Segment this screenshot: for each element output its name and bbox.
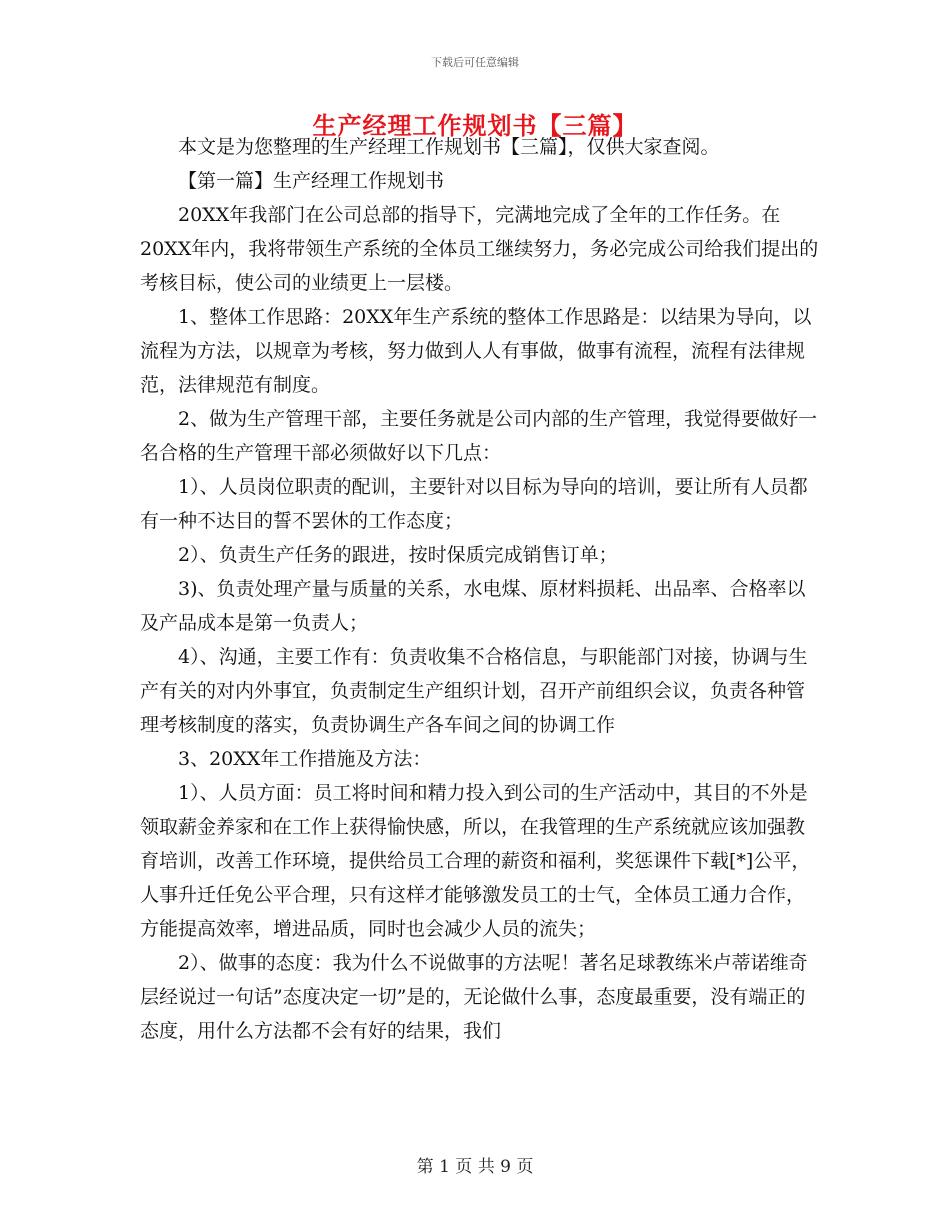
page-number: 第 1 页 共 9 页 (416, 1157, 534, 1177)
paragraph-intro: 本文是为您整理的生产经理工作规划书【三篇】，仅供大家查阅。 (178, 136, 720, 158)
paragraph: 1）、人员岗位职责的配训，主要针对以目标为导向的培训，要让所有人员都有一种不达目的誓不罢休的工作态度； (140, 476, 808, 532)
paragraph: 3)、负责处理产量与质量的关系，水电煤、原材料损耗、出品率、合格率以及产品成本是第一负责人； (140, 578, 806, 634)
paragraph: 2、做为生产管理干部，主要任务就是公司内部的生产管理，我觉得要做好一名合格的生产管理干部必须做好以下几点： (140, 408, 818, 464)
paragraph: 20XX年我部门在公司总部的指导下，完满地完成了全年的工作任务。在20XX年内，我将带领生产系统的全体员工继续努力，务必完成公司给我们提出的考核目标，使公司的业绩更上一层楼。 (140, 204, 819, 294)
document-body (140, 130, 820, 1048)
paragraph: 2）、负责生产任务的跟进，按时保质完成销售订单； (178, 544, 618, 566)
paragraph: 4）、沟通，主要工作有：负责收集不合格信息，与职能部门对接，协调与生产有关的对内外事宜，负责制定生产组织计划，召开产前组织会议，负责各种管理考核制度的落实，负责协调生产各车间之间的协调工作 (140, 646, 808, 736)
paragraph: 1）、人员方面：员工将时间和精力投入到公司的生产活动中，其目的不外是领取薪金养家和在工作上获得愉快感，所以，在我管理的生产系统就应该加强教育培训，改善工作环境，提供给员工合理的薪资和福利，奖惩课件下载[*]公平，人事升迁任免公平合理，只有这样才能够激发员工的士气，全体员工通力合作，方能提高效率，增进品质，同时也会减少人员的流失； (140, 782, 811, 940)
document-title: 生产经理工作规划书【三篇】 (312, 112, 638, 140)
paragraph: 1、整体工作思路：20XX年生产系统的整体工作思路是：以结果为导向，以流程为方法，以规章为考核，努力做到人人有事做，做事有流程，流程有法律规范，法律规范有制度。 (140, 306, 812, 396)
paragraph: 3、20XX年工作措施及方法： (178, 748, 432, 770)
paragraph: 2）、做事的态度：我为什么不说做事的方法呢！著名足球教练米卢蒂诺维奇层经说过一句话”态度决定一切”是的，无论做什么事，态度最重要，没有端正的态度，用什么方法都不会有好的结果，我们 (140, 952, 808, 1042)
page-header-note: 下载后可任意编辑 (431, 56, 519, 69)
section-heading: 【第一篇】生产经理工作规划书 (178, 170, 445, 192)
